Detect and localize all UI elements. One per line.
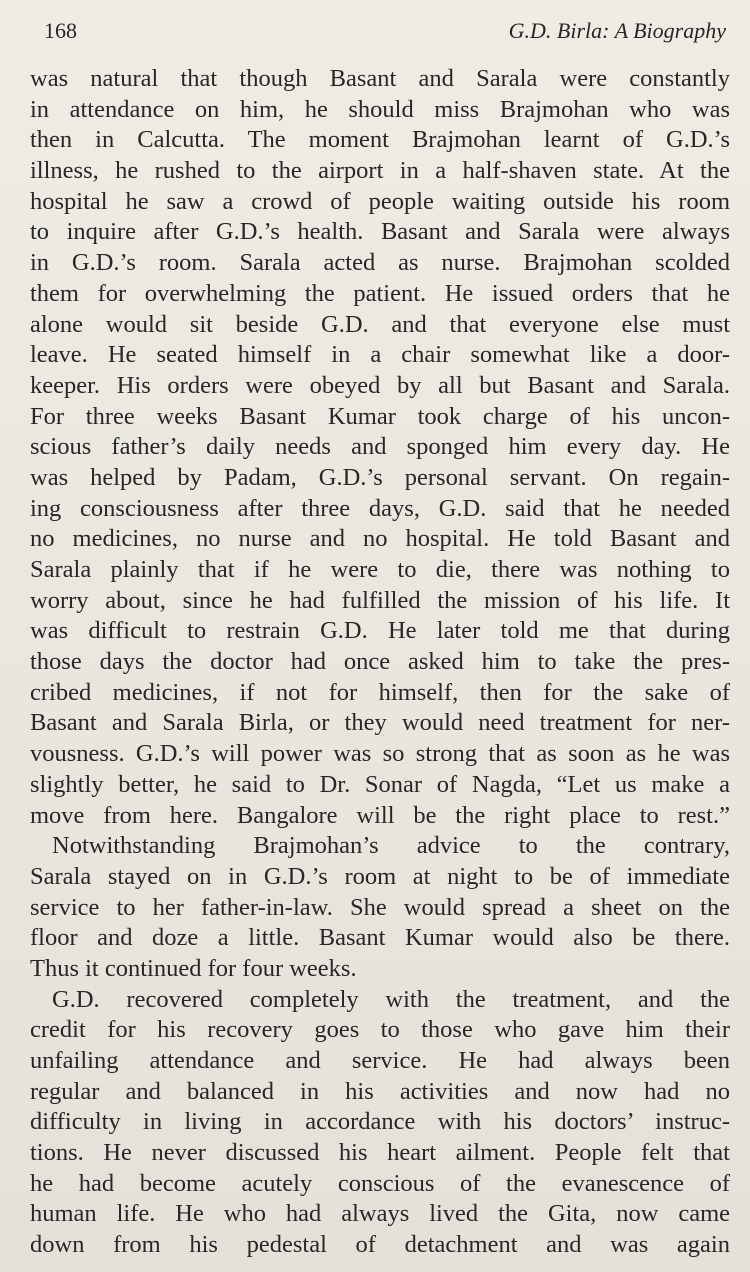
text-line: them for overwhelming the patient. He issued orders that he [30, 279, 730, 307]
text-line: regular and balanced in his activities and now had no [30, 1077, 730, 1105]
text-line: was difficult to restrain G.D. He later told me that during [30, 617, 730, 645]
text-line: those days the doctor had once asked him to take the pres- [30, 648, 730, 676]
page-number: 168 [44, 18, 77, 43]
text-line: human life. He who had always lived the Gita, now came [30, 1200, 730, 1228]
page-header [30, 18, 730, 54]
text-line: was natural that though Basant and Sarala were constantly [30, 65, 730, 92]
text-line: worry about, since he had fulfilled the mission of his life. It [30, 586, 730, 614]
text-line: For three weeks Basant Kumar took charge of his uncon- [30, 402, 730, 430]
text-line: vousness. G.D.’s will power was so strong that as soon as he was [30, 740, 730, 768]
text-line: floor and doze a little. Basant Kumar would also be there. [30, 924, 730, 952]
text-line: Notwithstanding Brajmohan’s advice to the contrary, [52, 832, 730, 860]
text-line: in G.D.’s room. Sarala acted as nurse. Brajmohan scolded [30, 249, 730, 277]
text-line: to inquire after G.D.’s health. Basant and Sarala were always [30, 218, 730, 246]
text-line: Sarala stayed on in G.D.’s room at night to be of immediate [30, 862, 730, 890]
text-line: cribed medicines, if not for himself, then for the sake of [30, 678, 730, 706]
text-line: move from here. Bangalore will be the right place to rest.” [30, 801, 730, 829]
text-line: Sarala plainly that if he were to die, there was nothing to [30, 556, 730, 583]
text-line: no medicines, no nurse and no hospital. He told Basant and [30, 525, 730, 553]
body-text [30, 64, 730, 1261]
text-line: leave. He seated himself in a chair somewhat like a door- [30, 341, 730, 369]
text-line: tions. He never discussed his heart ailment. People felt that [30, 1139, 730, 1167]
text-line: then in Calcutta. The moment Brajmohan learnt of G.D.’s [30, 126, 730, 154]
text-line: illness, he rushed to the airport in a half-shaven state. At the [30, 157, 730, 185]
text-line: G.D. recovered completely with the treatment, and the [52, 985, 730, 1013]
text-line: slightly better, he said to Dr. Sonar of Nagda, “Let us make a [30, 770, 730, 798]
text-line: ing consciousness after three days, G.D. said that he needed [30, 494, 730, 522]
text-line: down from his pedestal of detachment and was again [30, 1231, 730, 1259]
text-line: difficulty in living in accordance with his doctors’ instruc- [30, 1108, 730, 1136]
text-line: was helped by Padam, G.D.’s personal servant. On regain- [30, 463, 730, 491]
text-line: scious father’s daily needs and sponged him every day. He [30, 433, 730, 461]
running-title: G.D. Birla: A Biography [508, 18, 726, 43]
text-line: Basant and Sarala Birla, or they would need treatment for ner- [30, 709, 730, 737]
text-line: unfailing attendance and service. He had always been [30, 1047, 730, 1074]
text-line: alone would sit beside G.D. and that everyone else must [30, 310, 730, 338]
text-line: Thus it continued for four weeks. [30, 954, 357, 982]
text-line: service to her father-in-law. She would spread a sheet on the [30, 893, 730, 921]
text-line: in attendance on him, he should miss Brajmohan who was [30, 95, 730, 123]
text-line: keeper. His orders were obeyed by all but Basant and Sarala. [30, 371, 730, 399]
text-line: hospital he saw a crowd of people waiting outside his room [30, 187, 730, 215]
text-line: credit for his recovery goes to those who gave him their [30, 1016, 730, 1044]
text-line: he had become acutely conscious of the evanescence of [30, 1169, 730, 1197]
